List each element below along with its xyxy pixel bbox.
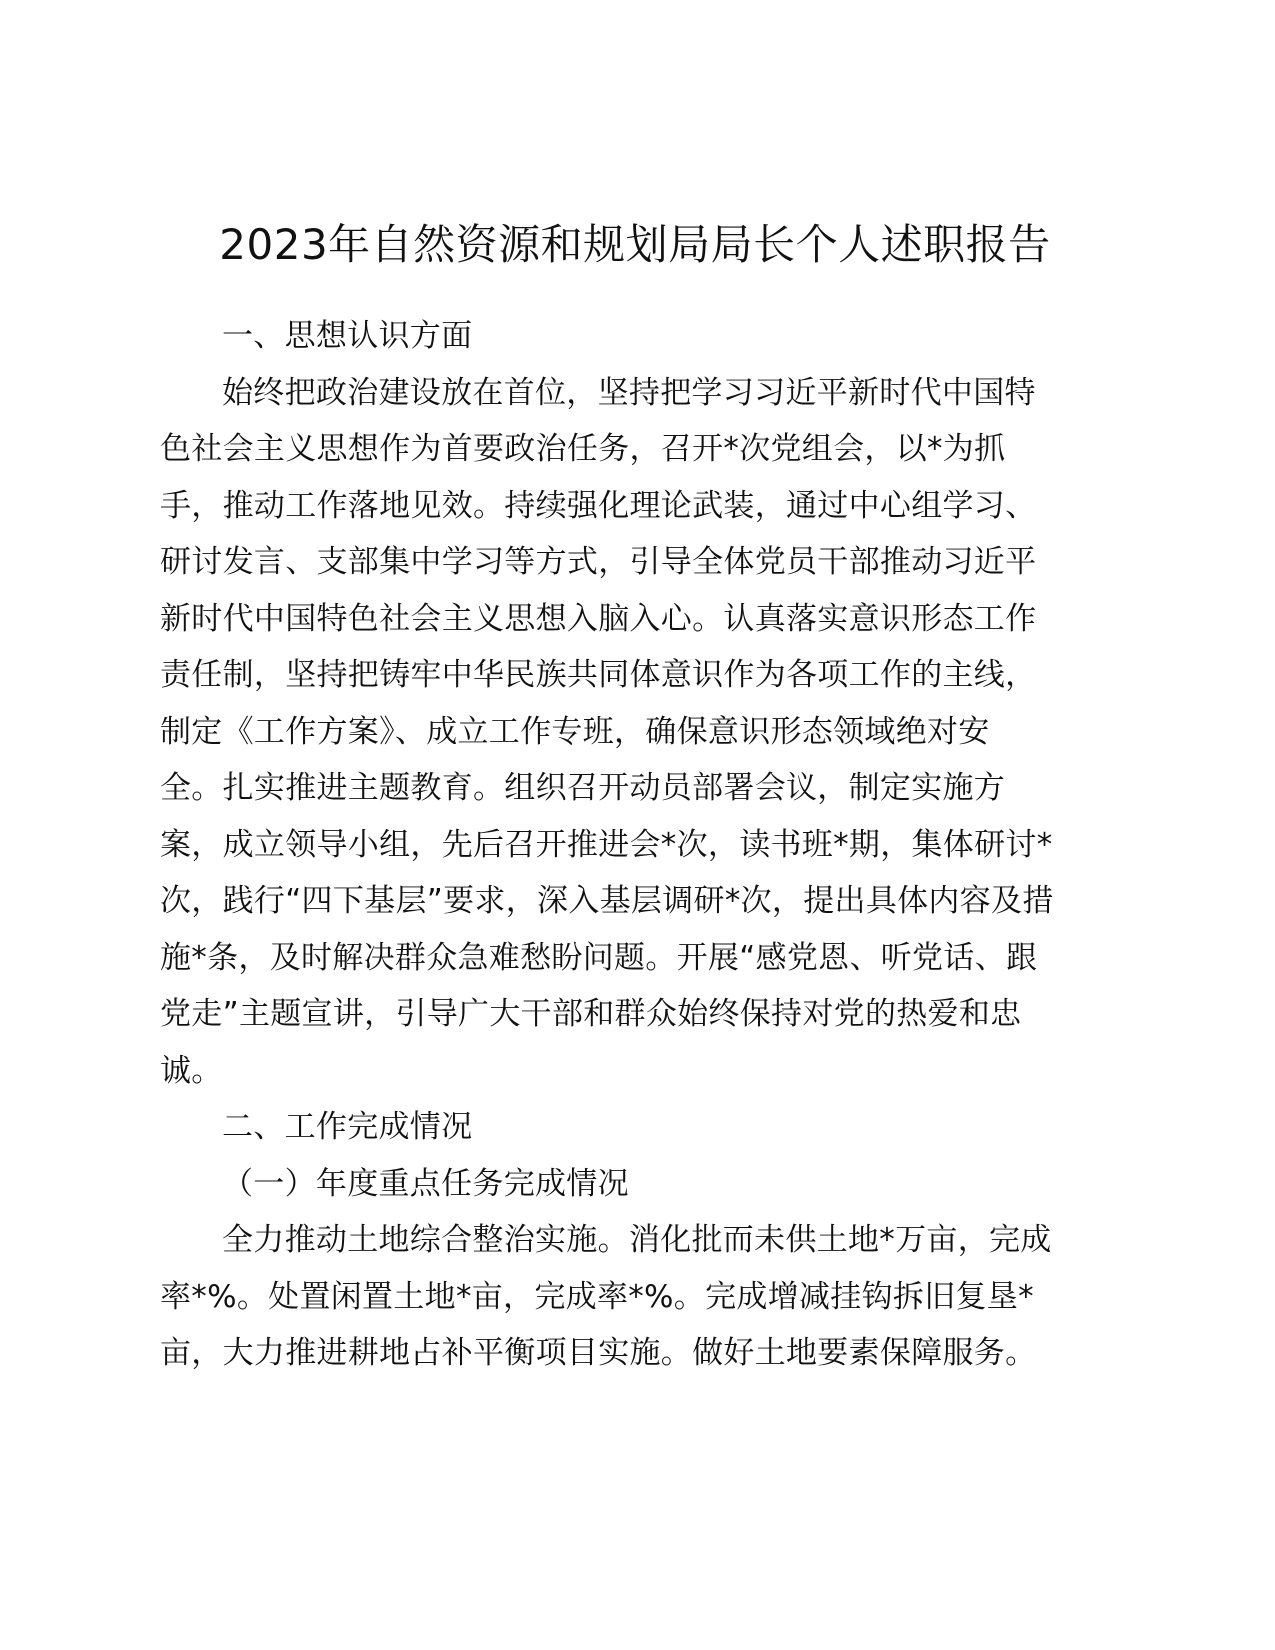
document-page — [160, 210, 1110, 1382]
section-1-paragraph — [160, 365, 1110, 1100]
section-2-sub-heading: （一）年度重点任务完成情况 — [222, 1165, 629, 1202]
paragraph-line: 施*条，及时解决群众急难愁盼问题。开展“感党恩、听党话、跟 — [160, 939, 1038, 976]
paragraph-line: 手，推动工作落地见效。持续强化理论武装，通过中心组学习、 — [160, 487, 1037, 524]
paragraph-line: 次，践行“四下基层”要求，深入基层调研*次，提出具体内容及措 — [160, 883, 1054, 919]
paragraph-line: 案，成立领导小组，先后召开推进会*次，读书班*期，集体研讨* — [160, 826, 1053, 863]
document-body — [160, 308, 1110, 1382]
paragraph-line: 新时代中国特色社会主义思想入脑入心。认真落实意识形态工作 — [160, 600, 1037, 637]
paragraph-line: 党走”主题宣讲，引导广大干部和群众始终保持对党的热爱和忠 — [160, 996, 1022, 1032]
section-2-paragraph — [160, 1212, 1110, 1382]
section-1-heading: 一、思想认识方面 — [222, 318, 473, 354]
paragraph-line: 亩，大力推进耕地占补平衡项目实施。做好土地要素保障服务。 — [160, 1335, 1037, 1371]
paragraph-line: 制定《工作方案》、成立工作专班，确保意识形态领域绝对安 — [160, 713, 990, 750]
paragraph-line: 诚。 — [160, 1052, 223, 1089]
paragraph-line: 始终把政治建设放在首位，坚持把学习习近平新时代中国特 — [222, 374, 1036, 411]
paragraph-line: 责任制，坚持把铸牢中华民族共同体意识作为各项工作的主线， — [160, 657, 1037, 693]
document-title: 2023年自然资源和规划局局长个人述职报告 — [219, 220, 1051, 269]
paragraph-line: 全。扎实推进主题教育。组织召开动员部署会议，制定实施方 — [160, 770, 1006, 806]
paragraph-line: 率*%。处置闲置土地*亩，完成率*%。完成增减挂钩拆旧复垦* — [160, 1278, 1034, 1315]
paragraph-line: 色社会主义思想作为首要政治任务，召开*次党组会，以*为抓 — [160, 431, 1006, 467]
paragraph-line: 全力推动土地综合整治实施。消化批而未供土地*万亩，完成 — [222, 1222, 1052, 1258]
section-2-heading: 二、工作完成情况 — [222, 1109, 473, 1145]
paragraph-line: 研讨发言、支部集中学习等方式，引导全体党员干部推动习近平 — [160, 544, 1037, 580]
